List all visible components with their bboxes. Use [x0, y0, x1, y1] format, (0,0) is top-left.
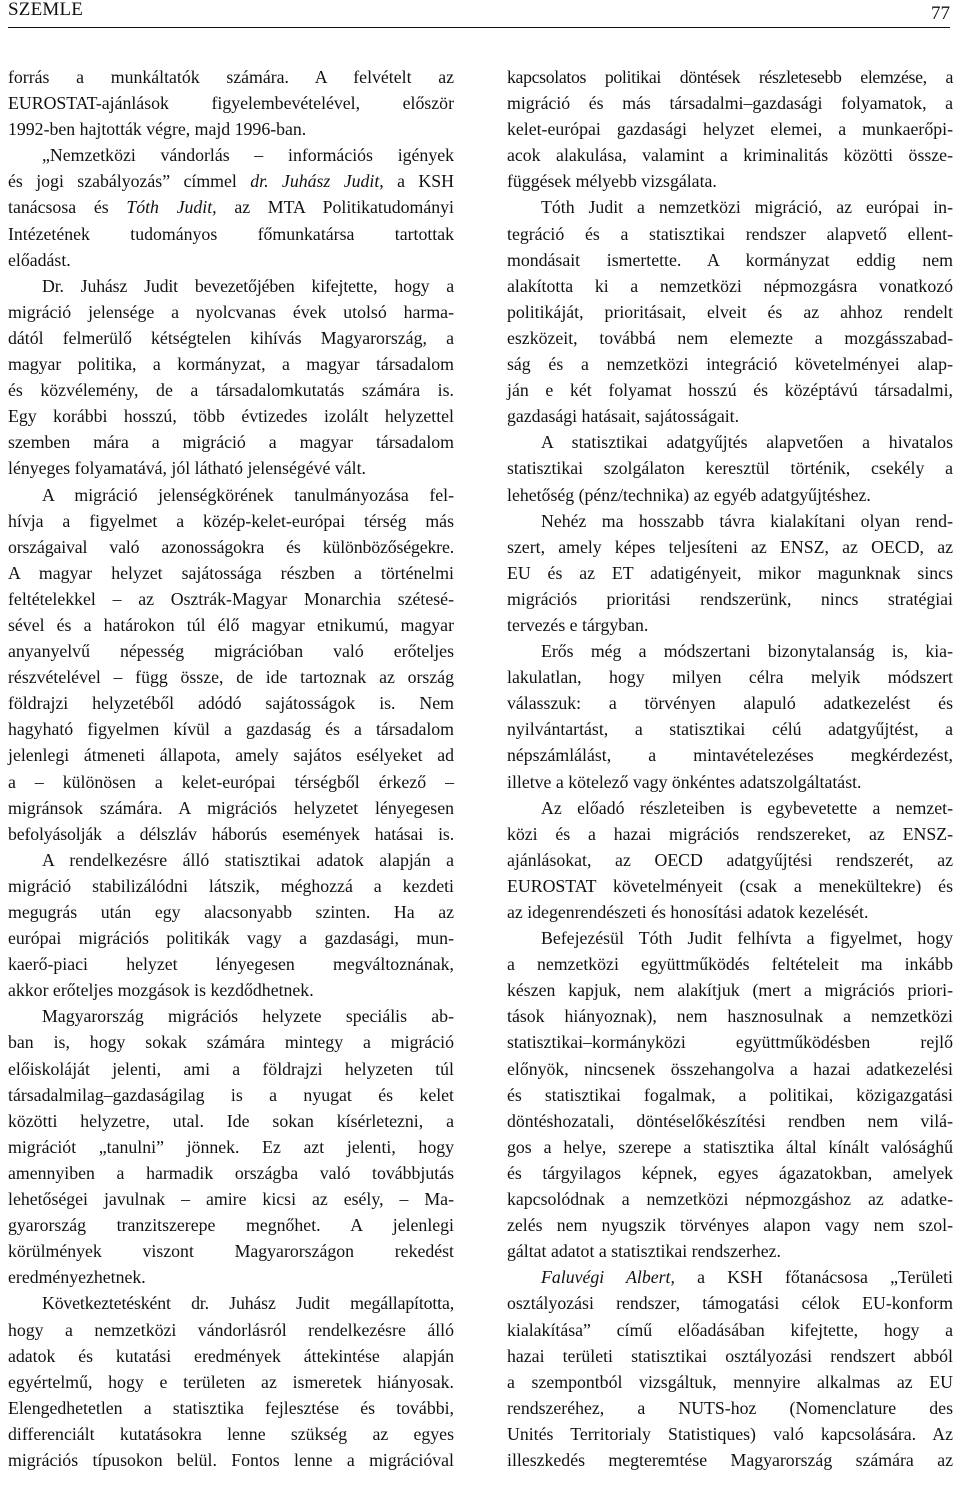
text-line: és közvélemény, de a társadalomkutatás számára is.: [8, 380, 454, 401]
text-line: a – különösen a kelet-európai térségből érkező –: [8, 771, 454, 792]
text-line: osztályozási rendszer, támogatási célok EU-konform: [507, 1293, 953, 1314]
text-line: statisztikai szolgálaton keresztül történik, csekély a: [507, 458, 953, 479]
text-line: gáltat adatot a statisztikai rendszerhez.: [507, 1241, 782, 1262]
text-segment: és jogi szabályozás” címmel: [8, 171, 251, 192]
text-line: „Nemzetközi vándorlás – információs igények: [42, 145, 454, 166]
text-line: A migráció jelenségkörének tanulmányozása fel-: [42, 484, 454, 505]
text-line: és statisztikai fogalmak, a politikai, közigazgatási: [507, 1084, 953, 1105]
text-line: ság és a nemzetközi integráció követelményei alap-: [507, 354, 953, 375]
text-line: lényeges folyamatává, jól látható jelenségévé vált.: [8, 458, 366, 479]
text-line: ban is, hogy sokak számára mintegy a migráció: [8, 1032, 454, 1053]
text-line: körülmények viszont Magyarországon rekedést: [8, 1241, 454, 1262]
text-line: nyilvántartást, a statisztikai célú adatgyűjtést, a: [507, 719, 953, 740]
header-rule: [8, 27, 950, 28]
text-line: EUROSTAT követelményeit (csak a menekültekre) és: [507, 875, 953, 896]
text-line: magyar politika, a kormányzat, a magyar társadalom: [8, 354, 454, 375]
text-line: tások hiányoznak), nem hasznosulnak a nemzetközi: [507, 1006, 953, 1027]
text-line: a szempontból vizsgáltuk, mennyire alkalmas az EU: [507, 1371, 953, 1392]
text-line: acok alakulása, valamint a kriminalitás közötti össze-: [507, 145, 953, 166]
text-line: sével és a határokon túl élő magyar etnikumú, magyar: [8, 614, 454, 635]
text-line: anyanyelvű népesség migrációban való erőteljes: [8, 641, 454, 662]
text-line: előadást.: [8, 249, 71, 270]
text-line: migráció stabilizálódni látszik, méghozzá a kezdeti: [8, 875, 454, 896]
text-line: illeszkedés megteremtése Magyarország számára az: [507, 1449, 953, 1470]
text-line: az idegenrendészeti és honosítási adatok kezelését.: [507, 902, 869, 922]
text-line: adatok és kutatási eredmények áttekintése alapján: [8, 1345, 454, 1366]
text-line: országaival való azonosságokra és különbözőségekre.: [8, 536, 454, 557]
text-line: statisztikai–kormányközi együttműködésben rejlő: [507, 1032, 953, 1053]
text-line: dától felmerülő kétségtelen kihívás Magyarország, a: [8, 327, 454, 348]
text-line: európai migrációs politikák vagy a gazdasági, mun-: [8, 928, 454, 949]
text-line: lehetőségei javulnak – amire kicsi az esély, – Ma-: [8, 1189, 454, 1210]
text-line: kapcsolatos politikai döntések részletesebb elemzése, a: [507, 67, 953, 87]
text-line: döntéshozatali, döntéselőkészítési rendben nem vilá-: [507, 1110, 953, 1131]
text-line: Nehéz ma hosszabb távra kialakítani olyan rend-: [541, 510, 953, 531]
text-line: hagyható figyelmen kívül a gazdaság és a társadalom: [8, 719, 454, 740]
text-line: migráció és más társadalmi–gazdasági folyamatok, a: [507, 93, 953, 114]
text-line: eszközeit, továbbá nem elemezte a mozgásszabad-: [507, 327, 953, 348]
text-line: egyértelmű, hogy e területen az ismeretek hiányosak.: [8, 1371, 454, 1392]
text-line: EU és az ET adatigényeit, mikor magunknak sincs: [507, 562, 953, 583]
text-line: Dr. Juhász Judit bevezetőjében kifejtette, hogy a: [42, 275, 454, 296]
text-line: Következtetésként dr. Juhász Judit megállapította,: [42, 1293, 454, 1314]
text-line: kapcsolódnak a nemzetközi népmozgáshoz az adatke-: [507, 1189, 953, 1210]
text-line: gazdasági hatásait, sajátosságait.: [507, 406, 740, 427]
text-line: ajánlásokat, az OECD adatgyűjtési rendszerét, az: [507, 849, 953, 870]
text-line: zelés nem nyugszik törvényes alapon vagy nem szol-: [507, 1215, 953, 1236]
text-line: Befejezésül Tóth Judit felhívta a figyelmet, hogy: [541, 928, 953, 949]
text-line: előiskoláját jelenti, ami a földrajzi helyzeten túl: [8, 1058, 454, 1079]
text-line: migráció jelensége a nyolcvanas évek utolsó harma-: [8, 301, 454, 322]
text-line: Egy korábbi hosszú, több évtizedes izolált helyzettel: [8, 406, 454, 427]
text-line: jelenlegi átmeneti állapota, amely sajátos esélyeket ad: [8, 745, 454, 766]
person-name: dr. Juhász Judit,: [250, 171, 384, 192]
text-line: hívja a figyelmet a közép-kelet-európai térség más: [8, 510, 454, 531]
text-segment: az MTA Politikatudományi: [216, 197, 454, 218]
person-name: Faluvégi Albert,: [541, 1267, 675, 1288]
text-line: Az előadó részleteiben is egybevetette a nemzet-: [541, 797, 953, 818]
text-line: megugrás után egy alacsonyabb szinten. Ha az: [8, 902, 454, 922]
person-name: Tóth Judit,: [126, 197, 217, 218]
section-title: SZEMLE: [8, 0, 84, 20]
text-line: rendszeréhez, a NUTS-hoz (Nomenclature des: [507, 1397, 953, 1418]
text-line: akkor erőteljes mozgások is kezdődhetnek.: [8, 980, 314, 1001]
text-line: Magyarország migrációs helyzete speciális ab-: [42, 1006, 454, 1027]
text-line: illetve a kötelező vagy önkéntes adatszolgáltatást.: [507, 771, 862, 792]
text-line: [8, 194, 454, 220]
text-line: EUROSTAT-ajánlások figyelembevételével, először: [8, 93, 454, 114]
text-line: népszámlálást, a mintavételezéses megkérdezést,: [507, 745, 953, 766]
text-line: Intézetének tudományos főmunkatársa tartottak: [8, 223, 454, 244]
text-line: hogy a nemzetközi vándorlásról rendelkezésre álló: [8, 1319, 454, 1340]
text-line: kaerő-piaci helyzet lényegesen megváltoznának,: [8, 954, 454, 975]
text-segment: a KSH: [383, 171, 455, 192]
text-line: kialakítása” című előadásában kifejtette, hogy a: [507, 1319, 953, 1340]
text-line: a nemzetközi együttműködés feltételeit ma inkább: [507, 954, 953, 975]
text-line: Unités Territorialy Statistiques) való kapcsolására. Az: [507, 1423, 953, 1444]
text-line: forrás a munkáltatók számára. A felvételt az: [8, 67, 454, 87]
text-line: alakította ki a nemzetközi népmozgásra vonatkozó: [507, 275, 953, 296]
text-line: migrációs prioritási rendszerünk, nincs stratégiai: [507, 588, 953, 609]
text-line: kelet-európai gazdasági helyzet elemei, a munkaerőpi-: [507, 119, 953, 140]
text-line: tegráció és a statisztikai rendszer alapvető ellent-: [507, 223, 953, 244]
text-line: feltételekkel – az Osztrák-Magyar Monarchia szétesé-: [8, 588, 454, 609]
text-line: [507, 1264, 953, 1290]
text-line: előnyök, nincsenek összehangolva a hazai adatkezelési: [507, 1058, 953, 1079]
text-line: politikáját, prioritásait, elveit és az ahhoz rendelt: [507, 301, 953, 322]
text-line: 1992-ben hajtották végre, majd 1996-ban.: [8, 119, 307, 140]
text-line: részvételével – függ össze, de ide tartoznak az ország: [8, 667, 454, 688]
text-line: és tárgyilagos képnek, egyes ágazatokban, amelyek: [507, 1162, 953, 1183]
text-line: szemben mára a migráció a magyar társadalom: [8, 432, 454, 453]
text-line: migrációs típusokon belül. Fontos lenne a migrációval: [8, 1449, 454, 1470]
text-line: amennyiben a harmadik országba való továbbjutás: [8, 1162, 454, 1183]
text-line: A rendelkezésre álló statisztikai adatok alapján a: [42, 849, 454, 870]
text-line: mondásait ismertette. A kormányzat eddig nem: [507, 249, 953, 270]
text-line: befolyásolják a délszláv háborús események hatásai is.: [8, 823, 454, 844]
text-line: lehetőség (pénz/technika) az egyéb adatgyűjtéshez.: [507, 484, 871, 505]
text-line: A magyar helyzet sajátossága részben a történelmi: [8, 562, 454, 583]
text-line: migrációt „tanulni” jönnek. Ez azt jelenti, hogy: [8, 1136, 454, 1157]
text-line: [8, 168, 454, 194]
text-line: tervezés e tárgyban.: [507, 614, 649, 635]
text-line: hazai területi statisztikai osztályozási rendszert abból: [507, 1345, 953, 1366]
text-segment: a KSH főtanácsosa „Területi: [674, 1267, 953, 1288]
left-column: [8, 64, 454, 1473]
text-line: Erős még a módszertani bizonytalanság is, kia-: [541, 641, 953, 662]
text-line: gyarország tranzitszerepe megnőhet. A jelenlegi: [8, 1215, 454, 1236]
text-segment: tanácsosa és: [8, 197, 127, 218]
text-line: gos a helye, szerepe a statisztika által kínált valósághű: [507, 1136, 953, 1157]
text-line: közötti helyzetre, utal. Ide sokan kísérletezni, a: [8, 1110, 454, 1131]
text-line: ján e két folyamat hosszú és középtávú társadalmi,: [507, 380, 953, 401]
text-line: készen kapjuk, nem alakítjuk (mert a migrációs priori-: [507, 980, 953, 1001]
text-line: közi és a hazai migrációs rendszereket, az ENSZ-: [507, 823, 953, 844]
text-line: függések mélyebb vizsgálata.: [507, 171, 717, 192]
page-number: 77: [931, 3, 950, 24]
text-line: differenciált kutatásokra lenne szükség az egyes: [8, 1423, 454, 1444]
text-line: szert, amely képes teljesíteni az ENSZ, az OECD, az: [507, 536, 953, 557]
text-line: A statisztikai adatgyűjtés alapvetően a hivatalos: [541, 432, 953, 453]
running-header: [8, 0, 950, 28]
right-column: [507, 64, 953, 1473]
text-line: földrajzi helyzetéből adódó sajátosságok is. Nem: [8, 693, 454, 714]
text-line: válasszuk: a törvényen alapuló adatkezelést és: [507, 693, 953, 714]
text-line: eredményezhetnek.: [8, 1267, 146, 1288]
text-line: lakulatlan, hogy milyen célra melyik módszert: [507, 667, 953, 688]
text-line: társadalmilag–gazdaságilag is a nyugat és kelet: [8, 1084, 454, 1105]
text-line: Elengedhetetlen a statisztika fejlesztése és további,: [8, 1397, 454, 1418]
text-line: migránsok számára. A migrációs helyzetet lényegesen: [8, 797, 454, 818]
text-line: Tóth Judit a nemzetközi migráció, az európai in-: [541, 197, 953, 218]
